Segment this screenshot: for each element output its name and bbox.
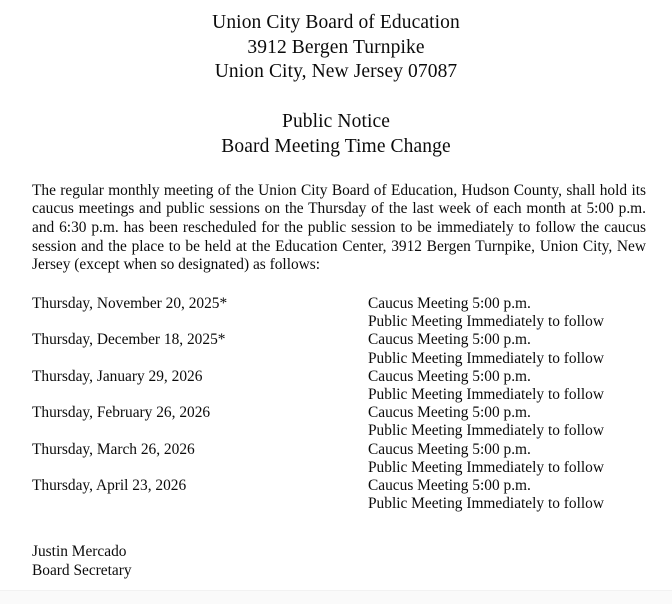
letterhead-city-state-zip: Union City, New Jersey 07087	[214, 61, 458, 82]
notice-body-paragraph: The regular monthly meeting of the Union City Board of Education, Hudson County, shall hold its caucus meetings and public sessions on the Thursday of the last week of each month at 5:00 p.m. and 6:30 p.m. has been rescheduled for the public session to be immediately to follow the caucus session and the place to be held at the Education Center, 3912 Bergen Turnpike, Union City, New Jersey (except when so designated) as follows:	[32, 181, 646, 274]
schedule-time-line: Caucus Meeting 5:00 p.m.	[368, 367, 531, 385]
schedule-time-line: Caucus Meeting 5:00 p.m.	[368, 404, 531, 422]
schedule-time-line: Caucus Meeting 5:00 p.m.	[368, 331, 531, 349]
schedule-time-column	[368, 295, 668, 513]
signature-block	[32, 543, 132, 580]
schedule-time-line: Caucus Meeting 5:00 p.m.	[368, 440, 531, 458]
schedule-time-line: Public Meeting Immediately to follow	[368, 349, 604, 367]
schedule-date-row: Thursday, January 29, 2026	[32, 367, 203, 385]
schedule-date-row: Thursday, March 26, 2026	[32, 440, 195, 458]
signature-name: Justin Mercado	[32, 543, 127, 560]
schedule-date-row: Thursday, February 26, 2026	[32, 404, 211, 422]
schedule-date-row: Thursday, November 20, 2025*	[32, 295, 228, 313]
schedule-time-line: Public Meeting Immediately to follow	[368, 422, 604, 440]
schedule-time-line: Public Meeting Immediately to follow	[368, 386, 604, 404]
schedule-time-line: Public Meeting Immediately to follow	[368, 495, 604, 513]
letterhead-street-address: 3912 Bergen Turnpike	[247, 36, 425, 58]
page-bottom-edge	[0, 590, 672, 604]
schedule-time-line: Public Meeting Immediately to follow	[368, 458, 604, 476]
body-block	[32, 182, 646, 276]
notice-title-block	[0, 109, 672, 159]
schedule-date-row: Thursday, December 18, 2025*	[32, 331, 226, 349]
meeting-schedule	[0, 295, 672, 517]
signature-title: Board Secretary	[32, 561, 132, 579]
schedule-time-line: Caucus Meeting 5:00 p.m.	[368, 477, 531, 495]
notice-subject-heading: Board Meeting Time Change	[221, 135, 451, 157]
schedule-date-row: Thursday, April 23, 2026	[32, 476, 187, 494]
notice-type-heading: Public Notice	[282, 110, 390, 132]
schedule-time-line: Caucus Meeting 5:00 p.m.	[368, 295, 531, 313]
letterhead-block	[0, 0, 672, 85]
schedule-date-column	[32, 295, 352, 513]
schedule-time-line: Public Meeting Immediately to follow	[368, 313, 604, 331]
letterhead-organization: Union City Board of Education	[212, 12, 460, 33]
